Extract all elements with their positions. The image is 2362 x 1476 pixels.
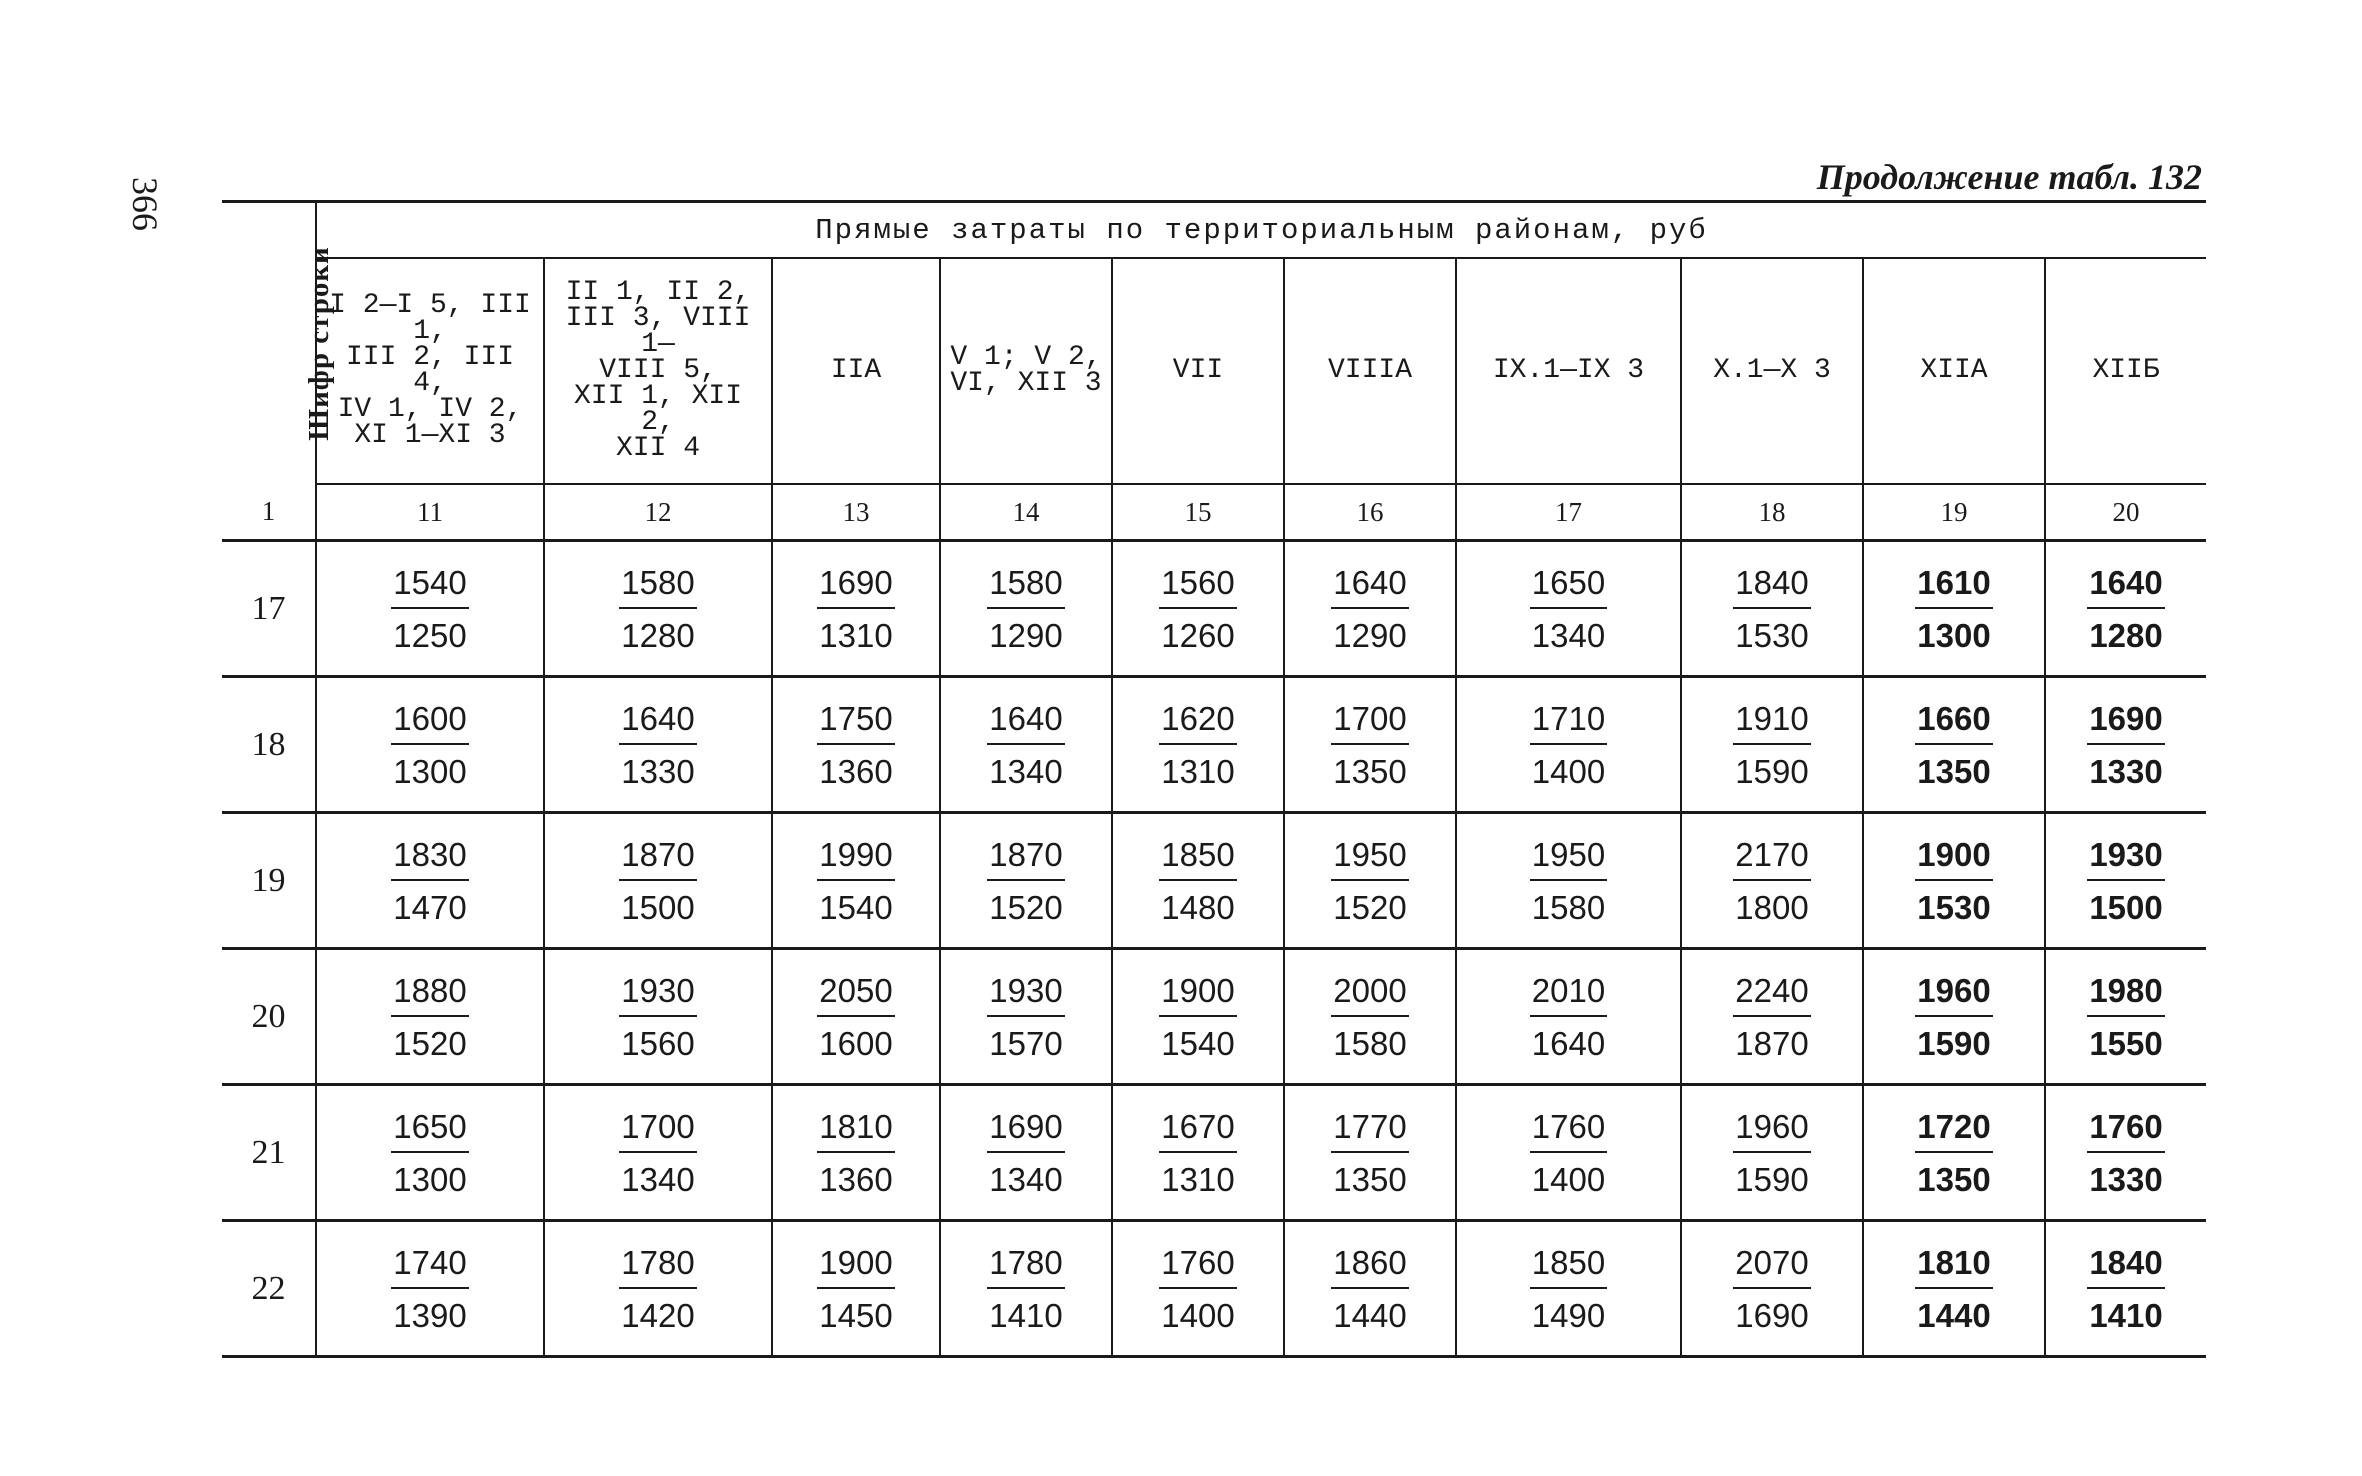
- cost-fraction: [1159, 1243, 1236, 1334]
- table-cell: [1456, 949, 1681, 1085]
- cost-denominator: 1580: [1333, 1024, 1407, 1062]
- table-cell: [772, 949, 940, 1085]
- page-number: 366: [125, 177, 165, 231]
- cost-numerator: 1700: [1331, 702, 1408, 745]
- column-header: [316, 258, 544, 484]
- cost-fraction: [1530, 699, 1607, 790]
- cost-denominator: 1590: [1735, 1160, 1809, 1198]
- cost-fraction: [1331, 563, 1408, 654]
- cost-numerator: 1860: [1331, 1246, 1408, 1289]
- cost-denominator: 1420: [621, 1296, 695, 1334]
- table-cell: [940, 813, 1112, 949]
- cost-denominator: 1410: [989, 1296, 1063, 1334]
- table-row: [222, 541, 2206, 677]
- cost-fraction: [1331, 1107, 1408, 1198]
- column-number: 15: [1112, 484, 1284, 541]
- column-header-label: VII: [1172, 355, 1224, 386]
- column-header-label: IIA: [830, 355, 882, 386]
- cost-numerator: 1840: [2087, 1246, 2164, 1289]
- table-cell: [316, 813, 544, 949]
- column-header-label: X.1—X 3: [1713, 355, 1831, 386]
- table-cell: [772, 677, 940, 813]
- cost-numerator: 2170: [1733, 838, 1810, 881]
- table-cell: [1681, 1085, 1863, 1221]
- cost-numerator: 1930: [987, 974, 1064, 1017]
- column-number: 17: [1456, 484, 1681, 541]
- cost-fraction: [1915, 971, 1992, 1062]
- cost-denominator: 1560: [621, 1024, 695, 1062]
- table-cell: [544, 1221, 772, 1357]
- column-header: [940, 258, 1112, 484]
- column-number: 11: [316, 484, 544, 541]
- cost-fraction: [1530, 1243, 1607, 1334]
- cost-table: [222, 200, 2206, 1358]
- cost-denominator: 1690: [1735, 1296, 1809, 1334]
- cost-fraction: [619, 971, 696, 1062]
- table-cell: [1863, 813, 2045, 949]
- cost-denominator: 1340: [989, 752, 1063, 790]
- column-header: [772, 258, 940, 484]
- table-cell: [1112, 813, 1284, 949]
- table-cell: [1681, 1221, 1863, 1357]
- cost-numerator: 2240: [1733, 974, 1810, 1017]
- cost-denominator: 1530: [1735, 616, 1809, 654]
- cost-denominator: 1580: [1531, 888, 1606, 926]
- table-cell: [1112, 949, 1284, 1085]
- column-header-label: XIIБ: [2092, 355, 2160, 386]
- cost-fraction: [1331, 1243, 1408, 1334]
- cost-denominator: 1570: [989, 1024, 1063, 1062]
- cost-numerator: 1810: [1915, 1246, 1992, 1289]
- cost-denominator: 1590: [1735, 752, 1809, 790]
- cost-denominator: 1350: [1333, 1160, 1407, 1198]
- cost-numerator: 1880: [391, 974, 468, 1017]
- cost-denominator: 1310: [1161, 752, 1235, 790]
- table-cell: [772, 1085, 940, 1221]
- column-header-label: II 1, II 2, III 3, VIII 1— VIII 5, XII 1, XII 2, XII 4: [565, 277, 751, 464]
- table-row: [222, 949, 2206, 1085]
- cost-numerator: 1980: [2087, 974, 2164, 1017]
- cost-fraction: [391, 971, 468, 1062]
- cost-fraction: [817, 563, 894, 654]
- cost-fraction: [1733, 563, 1810, 654]
- cost-fraction: [817, 1243, 894, 1334]
- cost-denominator: 1340: [989, 1160, 1063, 1198]
- column-number: 13: [772, 484, 940, 541]
- cost-fraction: [1733, 835, 1810, 926]
- column-header-label: V 1; V 2, VI, XII 3: [950, 342, 1102, 399]
- cost-denominator: 1480: [1161, 888, 1235, 926]
- cost-numerator: 1560: [1159, 566, 1236, 609]
- cost-fraction: [987, 1107, 1064, 1198]
- table-cell: [1681, 541, 1863, 677]
- cost-denominator: 1350: [1917, 1160, 1991, 1198]
- cost-fraction: [391, 699, 468, 790]
- cost-denominator: 1500: [621, 888, 695, 926]
- cost-numerator: 1640: [619, 702, 696, 745]
- table-cell: [316, 1085, 544, 1221]
- cost-fraction: [1733, 971, 1810, 1062]
- cost-denominator: 1390: [393, 1296, 467, 1334]
- cost-numerator: 1650: [391, 1110, 468, 1153]
- cost-numerator: 2050: [817, 974, 894, 1017]
- cost-numerator: 2070: [1733, 1246, 1810, 1289]
- cost-fraction: [619, 1243, 696, 1334]
- cost-fraction: [1331, 835, 1408, 926]
- cost-denominator: 1310: [1161, 1160, 1235, 1198]
- cost-denominator: 1520: [393, 1024, 467, 1062]
- table-cell: [1681, 677, 1863, 813]
- cost-denominator: 1330: [2089, 1160, 2163, 1198]
- cost-numerator: 1840: [1733, 566, 1810, 609]
- cost-fraction: [619, 1107, 696, 1198]
- table-row: [222, 677, 2206, 813]
- cost-fraction: [1530, 835, 1607, 926]
- cost-denominator: 1280: [621, 616, 695, 654]
- cost-denominator: 1350: [1917, 752, 1991, 790]
- cost-numerator: 1720: [1915, 1110, 1992, 1153]
- cost-numerator: 1640: [1331, 566, 1408, 609]
- column-header-label: IX.1—IX 3: [1492, 355, 1645, 386]
- cost-fraction: [1159, 563, 1236, 654]
- table-cell: [544, 677, 772, 813]
- cost-numerator: 1810: [817, 1110, 894, 1153]
- table-cell: [1112, 677, 1284, 813]
- cost-fraction: [1733, 1243, 1810, 1334]
- table-cell: [316, 949, 544, 1085]
- cost-numerator: 1760: [1159, 1246, 1236, 1289]
- cost-numerator: 1540: [391, 566, 468, 609]
- cost-numerator: 2010: [1530, 974, 1607, 1017]
- table-cell: [1284, 1085, 1456, 1221]
- cost-numerator: 1900: [1159, 974, 1236, 1017]
- column-header: [544, 258, 772, 484]
- cost-fraction: [1159, 835, 1236, 926]
- cost-denominator: 1300: [1917, 616, 1991, 654]
- column-number: 14: [940, 484, 1112, 541]
- cost-fraction: [987, 699, 1064, 790]
- table-cell: [1681, 813, 1863, 949]
- table-cell: [316, 541, 544, 677]
- cost-numerator: 2000: [1331, 974, 1408, 1017]
- table-cell: [1112, 1221, 1284, 1357]
- table-cell: [1681, 949, 1863, 1085]
- cost-fraction: [391, 835, 468, 926]
- table-cell: [1863, 1221, 2045, 1357]
- table-row: [222, 813, 2206, 949]
- cost-fraction: [1733, 1107, 1810, 1198]
- cost-denominator: 1330: [2089, 752, 2163, 790]
- column-header: [1863, 258, 2045, 484]
- cost-numerator: 1710: [1530, 702, 1607, 745]
- cost-fraction: [391, 1243, 468, 1334]
- table-cell: [1112, 541, 1284, 677]
- cost-fraction: [1159, 1107, 1236, 1198]
- cost-fraction: [619, 699, 696, 790]
- table-cell: [1284, 813, 1456, 949]
- cost-fraction: [2087, 835, 2164, 926]
- table-cell: [940, 541, 1112, 677]
- cost-fraction: [2087, 1107, 2164, 1198]
- row-code: 22: [222, 1221, 316, 1357]
- cost-denominator: 1870: [1735, 1024, 1809, 1062]
- cost-denominator: 1490: [1531, 1296, 1606, 1334]
- cost-numerator: 1640: [2087, 566, 2164, 609]
- table-cell: [316, 677, 544, 813]
- cost-numerator: 1620: [1159, 702, 1236, 745]
- cost-numerator: 1930: [619, 974, 696, 1017]
- table-cell: [1456, 1221, 1681, 1357]
- cost-denominator: 1410: [2089, 1296, 2163, 1334]
- cost-denominator: 1590: [1917, 1024, 1991, 1062]
- column-header: [1284, 258, 1456, 484]
- cost-fraction: [1530, 971, 1607, 1062]
- cost-numerator: 1580: [619, 566, 696, 609]
- cost-denominator: 1540: [819, 888, 893, 926]
- table-cell: [2045, 541, 2206, 677]
- cost-fraction: [817, 971, 894, 1062]
- cost-denominator: 1290: [1333, 616, 1407, 654]
- cost-fraction: [817, 1107, 894, 1198]
- table-cell: [1863, 541, 2045, 677]
- cost-denominator: 1530: [1917, 888, 1991, 926]
- table-cell: [1284, 1221, 1456, 1357]
- table-cell: [1863, 1085, 2045, 1221]
- cost-denominator: 1340: [1531, 616, 1606, 654]
- cost-fraction: [2087, 563, 2164, 654]
- cost-numerator: 1830: [391, 838, 468, 881]
- cost-numerator: 1900: [817, 1246, 894, 1289]
- cost-denominator: 1400: [1531, 1160, 1606, 1198]
- cost-denominator: 1330: [621, 752, 695, 790]
- column-header: [2045, 258, 2206, 484]
- cost-fraction: [1915, 1243, 1992, 1334]
- row-code: 18: [222, 677, 316, 813]
- cost-denominator: 1310: [819, 616, 893, 654]
- cost-denominator: 1290: [989, 616, 1063, 654]
- cost-denominator: 1300: [393, 1160, 467, 1198]
- column-header: [1681, 258, 1863, 484]
- cost-fraction: [987, 1243, 1064, 1334]
- cost-denominator: 1250: [393, 616, 467, 654]
- cost-numerator: 1780: [619, 1246, 696, 1289]
- cost-numerator: 1990: [817, 838, 894, 881]
- table-cell: [544, 813, 772, 949]
- row-code-header: Шифр строки: [302, 246, 335, 441]
- table-cell: [1284, 541, 1456, 677]
- cost-denominator: 1550: [2089, 1024, 2163, 1062]
- cost-numerator: 1770: [1331, 1110, 1408, 1153]
- cost-fraction: [391, 563, 468, 654]
- table-cell: [2045, 813, 2206, 949]
- table-cell: [2045, 1085, 2206, 1221]
- table-cell: [544, 949, 772, 1085]
- row-code: 17: [222, 541, 316, 677]
- cost-numerator: 1610: [1915, 566, 1992, 609]
- cost-fraction: [1331, 971, 1408, 1062]
- cost-denominator: 1520: [1333, 888, 1407, 926]
- cost-numerator: 1750: [817, 702, 894, 745]
- table-cell: [1284, 949, 1456, 1085]
- cost-numerator: 1600: [391, 702, 468, 745]
- table-cell: [1284, 677, 1456, 813]
- cost-fraction: [987, 835, 1064, 926]
- cost-fraction: [817, 835, 894, 926]
- table-continuation-title: Продолжение табл. 132: [1816, 157, 2202, 197]
- cost-numerator: 1690: [987, 1110, 1064, 1153]
- group-header: Прямые затраты по территориальным районам, руб: [316, 202, 2206, 259]
- column-number: 20: [2045, 484, 2206, 541]
- column-number: 16: [1284, 484, 1456, 541]
- cost-numerator: 1870: [619, 838, 696, 881]
- cost-fraction: [2087, 699, 2164, 790]
- table-cell: [940, 1221, 1112, 1357]
- table-cell: [940, 1085, 1112, 1221]
- cost-fraction: [1530, 563, 1607, 654]
- cost-denominator: 1400: [1531, 752, 1606, 790]
- cost-numerator: 1660: [1915, 702, 1992, 745]
- cost-fraction: [619, 835, 696, 926]
- table-cell: [544, 1085, 772, 1221]
- table-cell: [1456, 1085, 1681, 1221]
- cost-denominator: 1280: [2089, 616, 2163, 654]
- cost-fraction: [2087, 971, 2164, 1062]
- cost-fraction: [2087, 1243, 2164, 1334]
- cost-numerator: 1870: [987, 838, 1064, 881]
- column-number: 1: [222, 484, 316, 541]
- table-cell: [2045, 949, 2206, 1085]
- column-header-label: VIIIA: [1327, 355, 1412, 386]
- cost-numerator: 1910: [1733, 702, 1810, 745]
- cost-fraction: [1159, 699, 1236, 790]
- table-cell: [1863, 949, 2045, 1085]
- cost-fraction: [1530, 1107, 1607, 1198]
- table-cell: [2045, 677, 2206, 813]
- row-code: 21: [222, 1085, 316, 1221]
- table-cell: [940, 949, 1112, 1085]
- cost-denominator: 1800: [1735, 888, 1809, 926]
- cost-numerator: 1930: [2087, 838, 2164, 881]
- cost-numerator: 1850: [1530, 1246, 1607, 1289]
- column-number: 18: [1681, 484, 1863, 541]
- cost-denominator: 1340: [621, 1160, 695, 1198]
- cost-numerator: 1690: [817, 566, 894, 609]
- cost-fraction: [1915, 563, 1992, 654]
- cost-numerator: 1950: [1530, 838, 1607, 881]
- cost-denominator: 1360: [819, 752, 893, 790]
- cost-fraction: [1159, 971, 1236, 1062]
- cost-numerator: 1690: [2087, 702, 2164, 745]
- cost-denominator: 1300: [393, 752, 467, 790]
- cost-numerator: 1740: [391, 1246, 468, 1289]
- column-header-label: I 2—I 5, III 1, III 2, III 4, IV 1, IV 2, XI 1—XI 3: [329, 290, 531, 451]
- cost-denominator: 1540: [1161, 1024, 1235, 1062]
- cost-denominator: 1640: [1531, 1024, 1606, 1062]
- cost-fraction: [1915, 699, 1992, 790]
- table-cell: [772, 1221, 940, 1357]
- table-cell: [940, 677, 1112, 813]
- cost-denominator: 1470: [393, 888, 467, 926]
- column-header-label: XIIA: [1920, 355, 1988, 386]
- cost-denominator: 1400: [1161, 1296, 1235, 1334]
- column-number: 19: [1863, 484, 2045, 541]
- cost-numerator: 1950: [1331, 838, 1408, 881]
- cost-fraction: [1331, 699, 1408, 790]
- table-cell: [772, 541, 940, 677]
- cost-denominator: 1440: [1333, 1296, 1407, 1334]
- cost-fraction: [391, 1107, 468, 1198]
- table-cell: [2045, 1221, 2206, 1357]
- cost-numerator: 1900: [1915, 838, 1992, 881]
- column-header: [1456, 258, 1681, 484]
- cost-numerator: 1780: [987, 1246, 1064, 1289]
- table-cell: [316, 1221, 544, 1357]
- row-code: 20: [222, 949, 316, 1085]
- cost-denominator: 1440: [1917, 1296, 1991, 1334]
- column-number: 12: [544, 484, 772, 541]
- cost-fraction: [1733, 699, 1810, 790]
- cost-denominator: 1450: [819, 1296, 893, 1334]
- row-code: 19: [222, 813, 316, 949]
- table-cell: [772, 813, 940, 949]
- table-cell: [544, 541, 772, 677]
- cost-fraction: [817, 699, 894, 790]
- cost-denominator: 1360: [819, 1160, 893, 1198]
- cost-numerator: 1640: [987, 702, 1064, 745]
- table-cell: [1456, 813, 1681, 949]
- cost-fraction: [619, 563, 696, 654]
- table-cell: [1863, 677, 2045, 813]
- table-row: [222, 1085, 2206, 1221]
- cost-denominator: 1260: [1161, 616, 1235, 654]
- cost-numerator: 1960: [1915, 974, 1992, 1017]
- cost-numerator: 1760: [1530, 1110, 1607, 1153]
- cost-numerator: 1850: [1159, 838, 1236, 881]
- table-cell: [1112, 1085, 1284, 1221]
- cost-denominator: 1600: [819, 1024, 893, 1062]
- cost-numerator: 1650: [1530, 566, 1607, 609]
- cost-numerator: 1580: [987, 566, 1064, 609]
- cost-fraction: [1915, 835, 1992, 926]
- column-header: [1112, 258, 1284, 484]
- table-row: [222, 1221, 2206, 1357]
- cost-fraction: [987, 563, 1064, 654]
- cost-denominator: 1520: [989, 888, 1063, 926]
- table-cell: [1456, 677, 1681, 813]
- table-cell: [1456, 541, 1681, 677]
- cost-denominator: 1350: [1333, 752, 1407, 790]
- cost-fraction: [987, 971, 1064, 1062]
- cost-fraction: [1915, 1107, 1992, 1198]
- cost-numerator: 1760: [2087, 1110, 2164, 1153]
- cost-denominator: 1500: [2089, 888, 2163, 926]
- cost-numerator: 1670: [1159, 1110, 1236, 1153]
- cost-numerator: 1960: [1733, 1110, 1810, 1153]
- cost-numerator: 1700: [619, 1110, 696, 1153]
